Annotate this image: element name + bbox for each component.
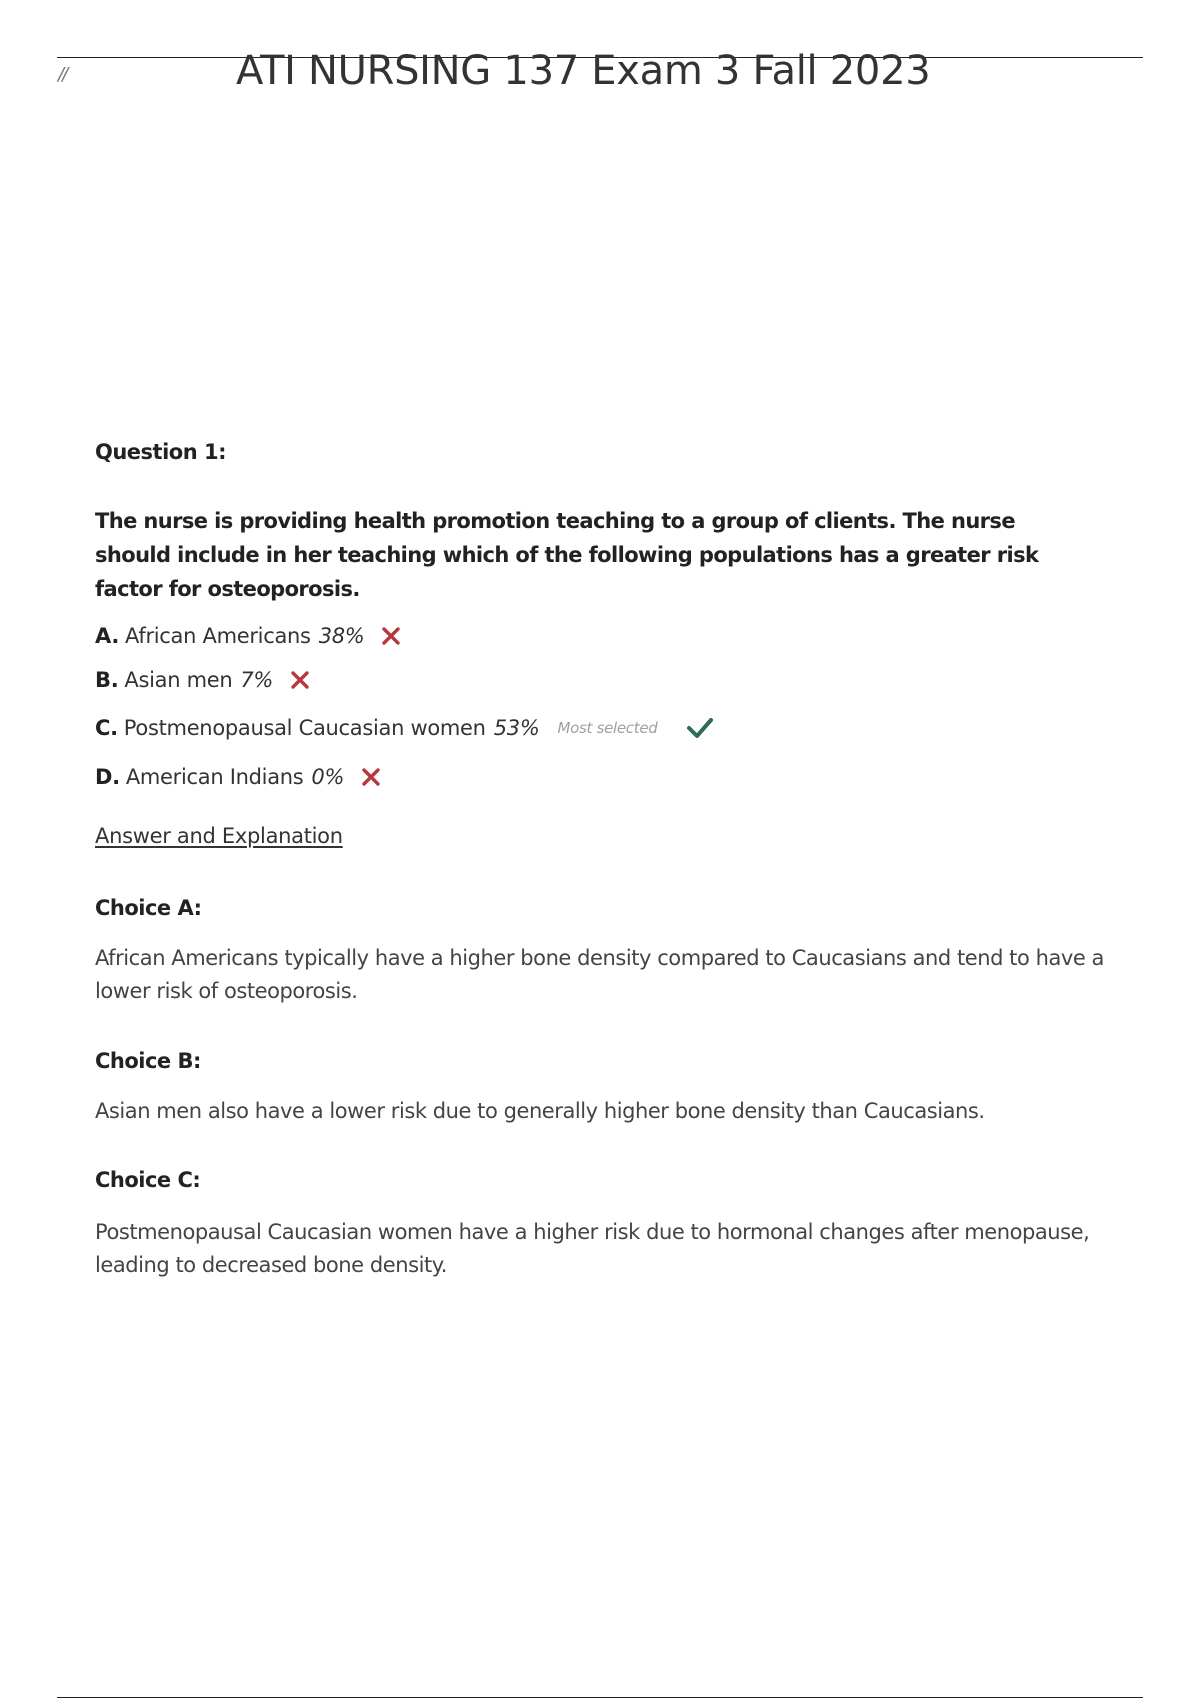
question-text: The nurse is providing health promotion teaching to a group of clients. The nurse should include in her teaching which of the following populations has a greater risk factor for osteoporosis. <box>95 509 1039 601</box>
option-text: Postmenopausal Caucasian women <box>123 716 486 740</box>
incorrect-x-icon <box>360 766 382 788</box>
choice-a-label: Choice A: <box>95 896 202 920</box>
question-label: Question 1: <box>95 440 226 464</box>
page-marker: // <box>58 64 67 85</box>
option-letter: C. <box>95 716 118 740</box>
incorrect-x-icon <box>380 625 402 647</box>
option-percent: 0% <box>311 765 345 789</box>
choice-c-label: Choice C: <box>95 1168 201 1192</box>
document-title: ATI NURSING 137 Exam 3 Fall 2023 <box>236 48 931 94</box>
choice-c-explanation: Postmenopausal Caucasian women have a higher risk due to hormonal changes after menopause, leading to decreased bone density. <box>95 1220 1090 1277</box>
option-percent: 7% <box>240 668 274 692</box>
option-letter: D. <box>95 765 120 789</box>
option-letter: A. <box>95 624 120 648</box>
option-d[interactable] <box>95 765 382 789</box>
option-text: Asian men <box>124 668 233 692</box>
answer-explanation-link[interactable]: Answer and Explanation <box>95 824 343 848</box>
bottom-divider <box>57 1697 1143 1698</box>
correct-check-icon <box>686 715 714 741</box>
option-text: American Indians <box>125 765 304 789</box>
option-text: African Americans <box>125 624 311 648</box>
option-letter: B. <box>95 668 119 692</box>
option-b[interactable] <box>95 668 311 692</box>
most-selected-note: Most selected <box>557 719 658 737</box>
incorrect-x-icon <box>289 669 311 691</box>
choice-b-label: Choice B: <box>95 1049 201 1073</box>
option-a[interactable] <box>95 624 402 648</box>
choice-b-explanation: Asian men also have a lower risk due to generally higher bone density than Caucasians. <box>95 1099 985 1123</box>
option-percent: 53% <box>493 716 540 740</box>
option-c[interactable] <box>95 715 714 741</box>
choice-a-explanation: African Americans typically have a higher bone density compared to Caucasians and tend to have a lower risk of osteoporosis. <box>95 946 1104 1003</box>
option-percent: 38% <box>318 624 365 648</box>
